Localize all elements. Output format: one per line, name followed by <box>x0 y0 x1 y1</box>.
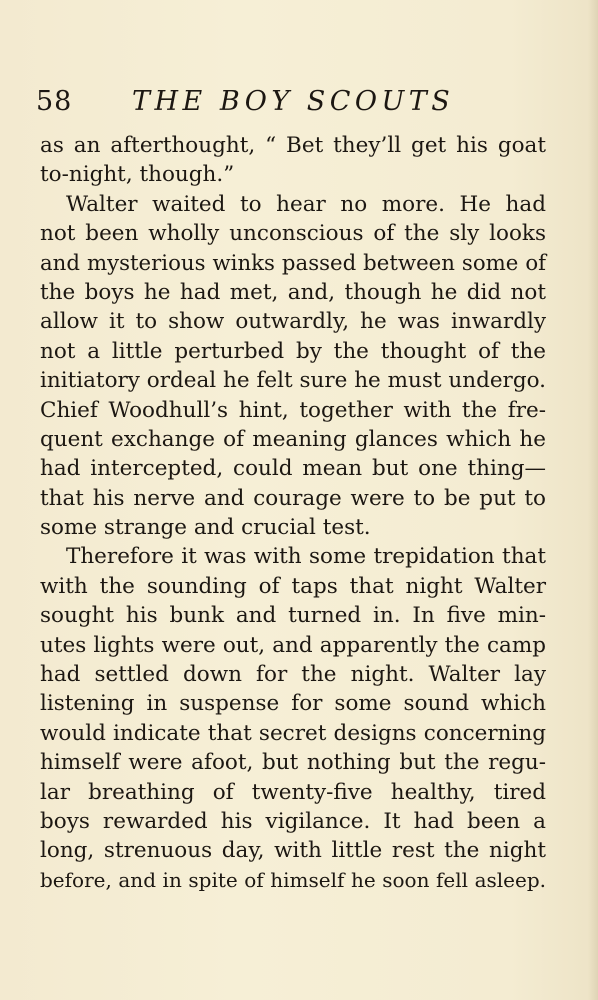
text-line: initiatory ordeal he felt sure he must undergo. <box>40 368 546 394</box>
text-line: not been wholly unconscious of the sly looks <box>40 221 546 247</box>
text-line: long, strenuous day, with little rest the night <box>40 838 546 864</box>
text-line: the boys he had met, and, though he did not <box>40 279 546 305</box>
text-line: that his nerve and courage were to be put to <box>40 485 546 511</box>
text-line: as an afterthought, “ Bet they’ll get his goat <box>40 133 546 158</box>
text-line: utes lights were out, and apparently the camp <box>40 632 546 658</box>
text-line: before, and in spite of himself he soon fell asleep. <box>40 867 546 892</box>
text-line: had settled down for the night. Walter lay <box>40 662 546 688</box>
running-title: THE BOY SCOUTS <box>132 86 455 117</box>
text-line: Chief Woodhull’s hint, together with the fre- <box>40 397 546 423</box>
body-text <box>40 131 546 895</box>
text-line: quent exchange of meaning glances which he <box>40 426 546 452</box>
text-line: Therefore it was with some trepidation that <box>66 544 546 570</box>
text-line: would indicate that secret designs concerning <box>40 720 546 746</box>
running-head <box>36 86 556 122</box>
page-number: 58 <box>36 86 73 117</box>
text-line: himself were afoot, but nothing but the regu- <box>40 750 546 776</box>
page-edge-shadow <box>588 0 598 1000</box>
text-line: some strange and crucial test. <box>40 515 371 541</box>
text-line: listening in suspense for some sound which <box>40 691 546 717</box>
text-line: to-night, though.” <box>40 162 235 188</box>
text-line: and mysterious winks passed between some of <box>40 250 546 276</box>
text-line: allow it to show outwardly, he was inwardly <box>40 309 546 335</box>
text-line: had intercepted, could mean but one thing— <box>40 456 546 482</box>
text-line: with the sounding of taps that night Walter <box>40 573 546 599</box>
text-line: sought his bunk and turned in. In five min- <box>40 603 546 629</box>
text-line: lar breathing of twenty-five healthy, tired <box>40 779 546 805</box>
text-line: boys rewarded his vigilance. It had been a <box>40 808 546 834</box>
text-line: Walter waited to hear no more. He had <box>66 191 546 217</box>
text-line: not a little perturbed by the thought of the <box>40 338 546 364</box>
